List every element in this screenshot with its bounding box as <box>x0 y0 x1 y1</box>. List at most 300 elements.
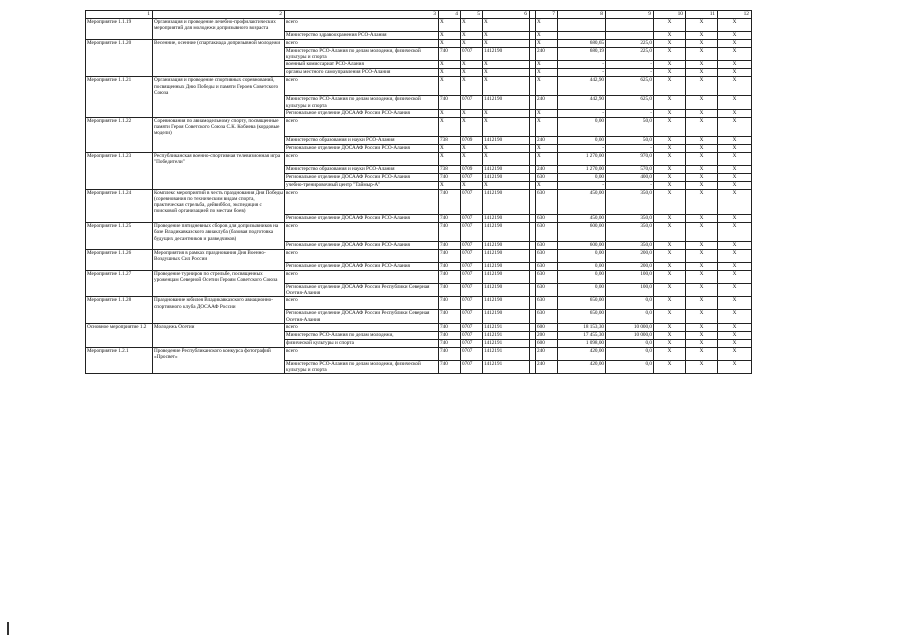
measure-title <box>153 165 285 173</box>
target-article-code: 1412190 <box>483 136 530 144</box>
amount-col-8: 0,00 <box>558 263 606 271</box>
section-code: 0707 <box>461 189 483 214</box>
executor-name: всего <box>285 152 439 165</box>
table-row <box>86 173 752 181</box>
measure-title <box>153 242 285 250</box>
value-col-12: Х <box>718 297 752 310</box>
measure-title: Молодежь Осетии <box>153 323 285 331</box>
value-col-11: Х <box>686 250 718 263</box>
section-code: Х <box>461 109 483 117</box>
target-article-code: Х <box>483 61 530 69</box>
grbs-code: Х <box>439 77 461 96</box>
measure-number: Мероприятие 1.1.23 <box>86 152 153 165</box>
value-col-12: Х <box>718 144 752 152</box>
grbs-code: 738 <box>439 136 461 144</box>
amount-col-9: 350,0 <box>606 223 654 242</box>
amount-col-9: - <box>606 61 654 69</box>
margin-mark <box>7 622 9 635</box>
executor-name: Министерство РСО-Алания по делам молодежи, физической культуры и спорта <box>285 360 439 373</box>
measure-number <box>86 284 153 297</box>
executor-name: учебно-тренировочный центр "Таймыр-А" <box>285 181 439 189</box>
value-col-12: Х <box>718 242 752 250</box>
target-article-code: 1412190 <box>483 242 530 250</box>
measure-number: Мероприятие 1.1.24 <box>86 189 153 214</box>
value-col-12: Х <box>718 19 752 32</box>
amount-col-8: 1 270,00 <box>558 152 606 165</box>
table-row <box>86 331 752 339</box>
section-code: 0707 <box>461 360 483 373</box>
measure-number <box>86 263 153 271</box>
measure-number <box>86 165 153 173</box>
amount-col-8: 420,00 <box>558 360 606 373</box>
grbs-code: Х <box>439 69 461 77</box>
measure-number: Мероприятие 1.1.26 <box>86 250 153 263</box>
amount-col-8: - <box>558 61 606 69</box>
value-col-12: Х <box>718 339 752 347</box>
grbs-code: 740 <box>439 189 461 214</box>
value-col-11: Х <box>686 189 718 214</box>
value-col-10: Х <box>654 323 686 331</box>
grbs-code: 740 <box>439 284 461 297</box>
section-code: Х <box>461 69 483 77</box>
measure-title <box>153 69 285 77</box>
expense-type-code: 630 <box>536 297 558 310</box>
section-code: 0707 <box>461 173 483 181</box>
expense-type-code: Х <box>536 31 558 39</box>
value-col-10: Х <box>654 165 686 173</box>
expense-type-code: Х <box>536 152 558 165</box>
amount-col-9: 200,0 <box>606 250 654 263</box>
value-col-10: Х <box>654 69 686 77</box>
value-col-11: Х <box>686 242 718 250</box>
section-code: Х <box>461 77 483 96</box>
table-row <box>86 215 752 223</box>
section-code: 0707 <box>461 331 483 339</box>
amount-col-9: 50,0 <box>606 136 654 144</box>
value-col-12: Х <box>718 310 752 323</box>
value-col-11: Х <box>686 96 718 109</box>
target-article-code: Х <box>483 77 530 96</box>
measure-number <box>86 360 153 373</box>
section-code: 0707 <box>461 323 483 331</box>
measure-title: Соревнования по авиамодельному спорту, посвященные памяти Героя Советского Союза С.К. Кобиева (кордовые модели) <box>153 117 285 136</box>
value-col-11: Х <box>686 77 718 96</box>
value-col-11: Х <box>686 339 718 347</box>
column-number: 4 <box>439 11 461 19</box>
amount-col-8: 420,00 <box>558 347 606 360</box>
target-article-code: 1412190 <box>483 47 530 60</box>
measure-number <box>86 136 153 144</box>
value-col-12: Х <box>718 271 752 284</box>
table-row <box>86 242 752 250</box>
value-col-11: Х <box>686 61 718 69</box>
measure-title <box>153 31 285 39</box>
amount-col-8: - <box>558 144 606 152</box>
executor-name: всего <box>285 19 439 32</box>
executor-name: всего <box>285 223 439 242</box>
table-row <box>86 61 752 69</box>
section-code: 0707 <box>461 242 483 250</box>
amount-col-9: 970,0 <box>606 152 654 165</box>
executor-name: органы местного самоуправления РСО-Алания <box>285 69 439 77</box>
value-col-10: Х <box>654 271 686 284</box>
expense-type-code: Х <box>536 19 558 32</box>
target-article-code: Х <box>483 144 530 152</box>
value-col-12: Х <box>718 331 752 339</box>
measure-number: Мероприятие 1.1.20 <box>86 39 153 47</box>
section-code: 0707 <box>461 47 483 60</box>
measure-title <box>153 284 285 297</box>
grbs-code: 740 <box>439 323 461 331</box>
expense-type-code: 240 <box>536 165 558 173</box>
amount-col-8: 600,00 <box>558 223 606 242</box>
measure-title: Организация и проведение лечебно-профилактических мероприятий для молодежи допризывного возраста <box>153 19 285 32</box>
table-row <box>86 310 752 323</box>
value-col-10: Х <box>654 109 686 117</box>
table-row <box>86 263 752 271</box>
measure-number <box>86 181 153 189</box>
amount-col-9: - <box>606 144 654 152</box>
expense-type-code: 630 <box>536 223 558 242</box>
grbs-code: Х <box>439 144 461 152</box>
executor-name: всего <box>285 347 439 360</box>
expense-type-code: Х <box>536 69 558 77</box>
amount-col-8: 650,00 <box>558 310 606 323</box>
value-col-12: Х <box>718 31 752 39</box>
table-row <box>86 347 752 360</box>
amount-col-9: 350,0 <box>606 189 654 214</box>
executor-name: всего <box>285 77 439 96</box>
amount-col-9: - <box>606 181 654 189</box>
amount-col-9: 570,0 <box>606 165 654 173</box>
value-col-12: Х <box>718 360 752 373</box>
table-row <box>86 223 752 242</box>
target-article-code: 1412190 <box>483 215 530 223</box>
section-code: 0707 <box>461 297 483 310</box>
amount-col-8: 442,90 <box>558 96 606 109</box>
expense-type-code: 630 <box>536 250 558 263</box>
value-col-10: Х <box>654 284 686 297</box>
amount-col-9: 0,0 <box>606 310 654 323</box>
amount-col-8: 0,00 <box>558 117 606 136</box>
table-row <box>86 69 752 77</box>
value-col-11: Х <box>686 173 718 181</box>
measure-number: Мероприятие 1.1.25 <box>86 223 153 242</box>
table-row <box>86 339 752 347</box>
table-row <box>86 323 752 331</box>
value-col-11: Х <box>686 360 718 373</box>
value-col-11: Х <box>686 347 718 360</box>
table-row <box>86 77 752 96</box>
value-col-10: Х <box>654 360 686 373</box>
table-row <box>86 96 752 109</box>
value-col-10: Х <box>654 263 686 271</box>
value-col-11: Х <box>686 31 718 39</box>
value-col-11: Х <box>686 109 718 117</box>
amount-col-9: 400,0 <box>606 173 654 181</box>
target-article-code: 1412190 <box>483 165 530 173</box>
target-article-code: Х <box>483 31 530 39</box>
target-article-code: 1412191 <box>483 347 530 360</box>
value-col-12: Х <box>718 117 752 136</box>
section-code: 0707 <box>461 310 483 323</box>
table-row <box>86 250 752 263</box>
value-col-12: Х <box>718 263 752 271</box>
value-col-11: Х <box>686 297 718 310</box>
amount-col-8: 1 098,00 <box>558 339 606 347</box>
amount-col-8: 450,00 <box>558 215 606 223</box>
measure-title: Мероприятия в рамках празднования Дня Военно-Воздушных Сил России <box>153 250 285 263</box>
section-code: 0707 <box>461 347 483 360</box>
value-col-12: Х <box>718 189 752 214</box>
target-article-code: Х <box>483 117 530 136</box>
expense-type-code: 240 <box>536 360 558 373</box>
target-article-code: 1412190 <box>483 223 530 242</box>
value-col-11: Х <box>686 136 718 144</box>
expense-type-code: 630 <box>536 284 558 297</box>
expense-type-code: Х <box>536 39 558 47</box>
amount-col-9: 100,0 <box>606 271 654 284</box>
amount-col-8: 0,00 <box>558 136 606 144</box>
measure-title <box>153 109 285 117</box>
column-number: 6 <box>483 11 530 19</box>
amount-col-9: 200,0 <box>606 263 654 271</box>
amount-col-9: 0,0 <box>606 360 654 373</box>
measure-title <box>153 96 285 109</box>
section-code: Х <box>461 19 483 32</box>
measure-number <box>86 47 153 60</box>
amount-col-8: 0,00 <box>558 271 606 284</box>
executor-name: всего <box>285 323 439 331</box>
measure-title: Организация и проведение спортивных соревнований, посвященных Дню Победы и памяти Героев Советского Союза <box>153 77 285 96</box>
measure-number: Основное мероприятие 1.2 <box>86 323 153 331</box>
value-col-10: Х <box>654 347 686 360</box>
table-row <box>86 271 752 284</box>
section-code: 0709 <box>461 136 483 144</box>
amount-col-9: 225,0 <box>606 47 654 60</box>
target-article-code: 1412191 <box>483 339 530 347</box>
value-col-11: Х <box>686 263 718 271</box>
table-body <box>86 11 752 374</box>
measure-number <box>86 310 153 323</box>
amount-col-9: 10 000,0 <box>606 323 654 331</box>
target-article-code: 1412190 <box>483 189 530 214</box>
measure-number: Мероприятие 1.1.22 <box>86 117 153 136</box>
value-col-10: Х <box>654 173 686 181</box>
table-row <box>86 109 752 117</box>
table-row <box>86 360 752 373</box>
grbs-code: Х <box>439 181 461 189</box>
grbs-code: 740 <box>439 263 461 271</box>
target-article-code: Х <box>483 152 530 165</box>
amount-col-9: 625,0 <box>606 96 654 109</box>
section-code: 0707 <box>461 271 483 284</box>
target-article-code: 1412190 <box>483 250 530 263</box>
measure-title: Проведение Республиканского конкурса фотографий «Просвет» <box>153 347 285 360</box>
grbs-code: Х <box>439 117 461 136</box>
measure-number <box>86 31 153 39</box>
measure-title <box>153 181 285 189</box>
amount-col-8: 1 270,00 <box>558 165 606 173</box>
value-col-10: Х <box>654 77 686 96</box>
amount-col-8: 17 455,30 <box>558 331 606 339</box>
executor-name: Министерство образования и науки РСО-Алания <box>285 136 439 144</box>
expense-type-code: 630 <box>536 310 558 323</box>
section-code: Х <box>461 117 483 136</box>
expense-type-code: Х <box>536 144 558 152</box>
value-col-12: Х <box>718 69 752 77</box>
grbs-code: 740 <box>439 215 461 223</box>
executor-name: Региональное отделение ДОСААФ России РСО-Алания <box>285 109 439 117</box>
target-article-code: 1412190 <box>483 310 530 323</box>
value-col-10: Х <box>654 297 686 310</box>
table-row <box>86 19 752 32</box>
section-code: 0707 <box>461 215 483 223</box>
measure-title: Проведение пятидневных сборов для допризывников на базе Владикавказского авиаклуба (базовая подготовка будущих десантников и разведчиков) <box>153 223 285 242</box>
executor-name: Министерство РСО-Алания по делам молодежи, физической культуры и спорта <box>285 47 439 60</box>
amount-col-8: 18 153,30 <box>558 323 606 331</box>
value-col-12: Х <box>718 61 752 69</box>
expense-type-code: 630 <box>536 173 558 181</box>
value-col-12: Х <box>718 323 752 331</box>
amount-col-8: 680,19 <box>558 47 606 60</box>
measure-title: Республиканская военно-спортивная телевизионная игра "Победители" <box>153 152 285 165</box>
measure-title <box>153 173 285 181</box>
grbs-code: Х <box>439 152 461 165</box>
target-article-code: 1412190 <box>483 284 530 297</box>
amount-col-8: 0,00 <box>558 173 606 181</box>
target-article-code: 1412190 <box>483 96 530 109</box>
grbs-code: 740 <box>439 331 461 339</box>
expense-type-code: 240 <box>536 96 558 109</box>
value-col-10: Х <box>654 47 686 60</box>
executor-name: физической культуры и спорта <box>285 339 439 347</box>
executor-name: Региональное отделение ДОСААФ России РСО-Алания <box>285 215 439 223</box>
measure-number <box>86 69 153 77</box>
amount-col-8 <box>558 31 606 39</box>
measure-number <box>86 109 153 117</box>
measure-title <box>153 331 285 339</box>
table-row <box>86 181 752 189</box>
measure-title <box>153 263 285 271</box>
value-col-11: Х <box>686 39 718 47</box>
measure-number: Мероприятие 1.1.27 <box>86 271 153 284</box>
target-article-code: Х <box>483 69 530 77</box>
grbs-code: Х <box>439 39 461 47</box>
column-number: 1 <box>86 11 153 19</box>
measure-title: Весенние, осенние (спартакиада допризывной молодежи <box>153 39 285 47</box>
section-code: 0707 <box>461 250 483 263</box>
value-col-12: Х <box>718 173 752 181</box>
value-col-12: Х <box>718 223 752 242</box>
amount-col-8: - <box>558 109 606 117</box>
grbs-code: 740 <box>439 297 461 310</box>
grbs-code: 740 <box>439 347 461 360</box>
measure-number: Мероприятие 1.1.19 <box>86 19 153 32</box>
column-number: 10 <box>654 11 686 19</box>
amount-col-9 <box>606 19 654 32</box>
expense-type-code: 630 <box>536 263 558 271</box>
expense-type-code: Х <box>536 109 558 117</box>
target-article-code: Х <box>483 181 530 189</box>
value-col-12: Х <box>718 165 752 173</box>
grbs-code: 738 <box>439 165 461 173</box>
table-row <box>86 297 752 310</box>
grbs-code: 740 <box>439 271 461 284</box>
measure-title: Празднование юбилея Владикавказского авиационно-спортивного клуба ДОСААФ России <box>153 297 285 310</box>
grbs-code: Х <box>439 61 461 69</box>
measure-number: Мероприятие 1.1.28 <box>86 297 153 310</box>
grbs-code: Х <box>439 109 461 117</box>
value-col-10: Х <box>654 181 686 189</box>
amount-col-9: - <box>606 69 654 77</box>
executor-name: Региональное отделение ДОСААФ России Республики Северная Осетия-Алания <box>285 284 439 297</box>
expense-type-code: 200 <box>536 331 558 339</box>
amount-col-9: - <box>606 109 654 117</box>
value-col-10: Х <box>654 189 686 214</box>
grbs-code: 740 <box>439 242 461 250</box>
target-article-code: 1412190 <box>483 263 530 271</box>
column-number: 2 <box>153 11 285 19</box>
section-code: Х <box>461 39 483 47</box>
value-col-11: Х <box>686 181 718 189</box>
measure-title: Комплекс мероприятий в честь празднования Дня Победы (соревнования по техническим видам спорта, практическая стрельба, дейвиббол, экспедиция с поисковой организацией по местам боев) <box>154 189 283 215</box>
value-col-12: Х <box>718 250 752 263</box>
executor-name: всего <box>285 271 439 284</box>
measure-number <box>86 144 153 152</box>
expense-type-code: 240 <box>536 136 558 144</box>
expense-type-code: 240 <box>536 347 558 360</box>
value-col-11: Х <box>686 271 718 284</box>
measure-number <box>86 61 153 69</box>
grbs-code: 740 <box>439 47 461 60</box>
executor-name: Министерство здравоохранения РСО-Алания <box>285 31 439 39</box>
expense-type-code: Х <box>536 77 558 96</box>
executor-name: военный комиссариат РСО-Алания <box>285 61 439 69</box>
table-row <box>86 284 752 297</box>
value-col-12: Х <box>718 284 752 297</box>
expense-type-code: 630 <box>536 189 558 214</box>
value-col-10: Х <box>654 136 686 144</box>
executor-name: всего <box>285 297 439 310</box>
section-code: 0707 <box>461 339 483 347</box>
amount-col-9 <box>606 31 654 39</box>
column-number-row <box>86 11 752 19</box>
value-col-12: Х <box>718 47 752 60</box>
executor-name: всего <box>285 39 439 47</box>
grbs-code: Х <box>439 19 461 32</box>
expense-type-code: Х <box>536 117 558 136</box>
value-col-12: Х <box>718 181 752 189</box>
expense-type-code: 600 <box>536 339 558 347</box>
table-row <box>86 152 752 165</box>
value-col-12: Х <box>718 96 752 109</box>
amount-col-9: 50,0 <box>606 117 654 136</box>
executor-name: Министерство образования и науки РСО-Алания <box>285 165 439 173</box>
measure-number <box>86 242 153 250</box>
table-row <box>86 189 752 214</box>
value-col-10: Х <box>654 96 686 109</box>
grbs-code: Х <box>439 31 461 39</box>
target-article-code: 1412191 <box>483 323 530 331</box>
measure-title <box>153 360 285 373</box>
value-col-11: Х <box>686 284 718 297</box>
value-col-11: Х <box>686 152 718 165</box>
value-col-10: Х <box>654 39 686 47</box>
section-code: Х <box>461 31 483 39</box>
executor-name: Региональное отделение ДОСААФ России РСО-Алания <box>285 263 439 271</box>
value-col-12: Х <box>718 152 752 165</box>
